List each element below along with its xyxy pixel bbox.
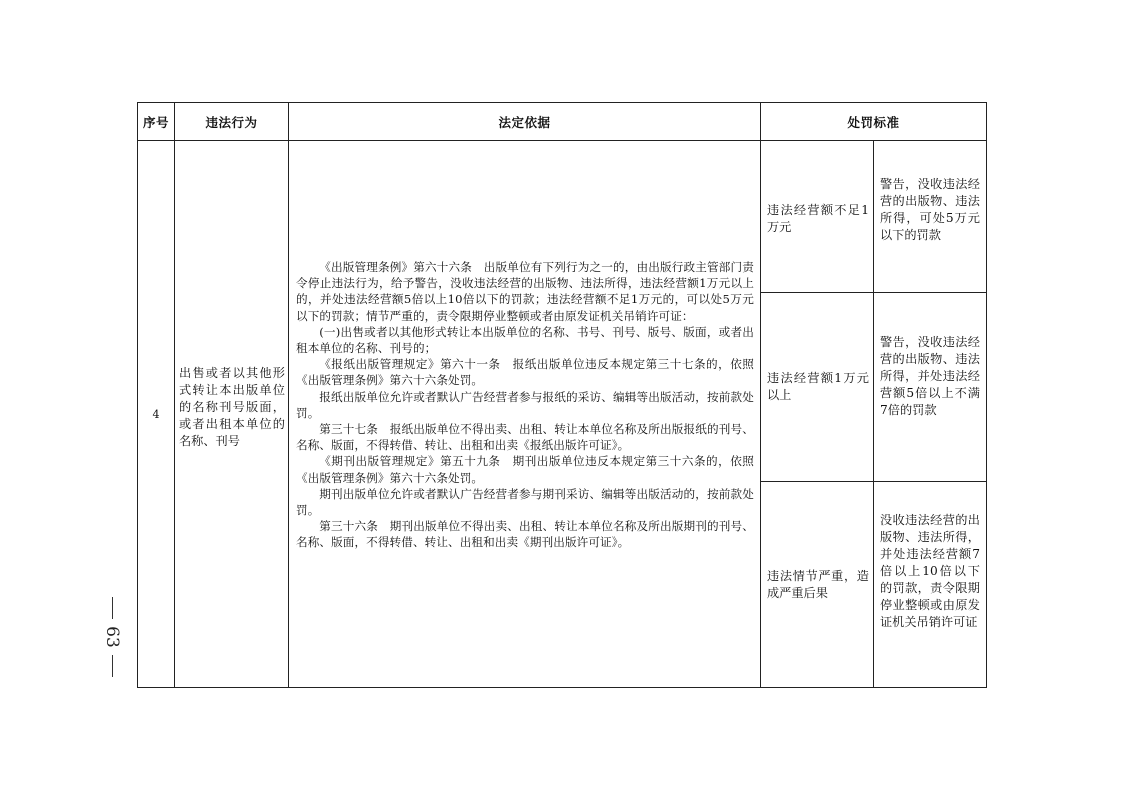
penalty-condition: 违法经营额不足1万元 [767, 203, 869, 234]
basis-paragraph: 第三十七条 报纸出版单位不得出卖、出租、转让本单位名称及所出版报纸的刊号、名称、版面，不得转借、转让、出租和出卖《报纸出版许可证》。 [296, 422, 754, 453]
header-divider [138, 140, 986, 141]
header-penalty: 处罚标准 [847, 114, 900, 130]
col-divider [288, 103, 289, 687]
header-no: 序号 [142, 114, 169, 130]
basis-paragraph: 《报纸出版管理规定》第六十一条 报纸出版单位违反本规定第三十七条的，依照《出版管理条例》第六十六条处罚。 [296, 357, 754, 388]
header-basis: 法定依据 [498, 114, 551, 130]
col-divider [174, 103, 175, 687]
penalty-condition: 违法情节严重，造成严重后果 [767, 569, 869, 600]
basis-paragraph: 报纸出版单位允许或者默认广告经营者参与报纸的采访、编辑等出版活动，按前款处罚。 [296, 389, 754, 420]
basis-paragraph: 期刊出版单位允许或者默认广告经营者参与期刊采访、编辑等出版活动的，按前款处罚。 [296, 486, 754, 518]
page-number [92, 592, 132, 682]
legal-basis [296, 259, 754, 551]
col-divider [873, 141, 874, 687]
row-divider [760, 292, 986, 293]
penalty-standard: 没收违法经营的出版物、违法所得，并处违法经营额7倍以上10倍以下的罚款，责令限期停业整顿或由原发证机关吊销许可证 [880, 513, 980, 629]
basis-paragraph: 《期刊出版管理规定》第五十九条 期刊出版单位违反本规定第三十六条的，依照《出版管理条例》第六十六条处罚。 [296, 454, 754, 485]
basis-paragraph: (一)出售或者以其他形式转让本出版单位的名称、书号、刊号、版号、版面，或者出租本单位的名称、刊号的； [296, 324, 754, 356]
header-act: 违法行为 [205, 114, 258, 130]
basis-paragraph: 第三十六条 期刊出版单位不得出卖、出租、转让本单位名称及所出版期刊的刊号、名称、版面，不得转借、转让、出租和出卖《期刊出版许可证》。 [296, 519, 754, 550]
penalty-standard: 警告，没收违法经营的出版物、违法所得，并处违法经营额5倍以上不满7倍的罚款 [880, 335, 980, 417]
col-divider [760, 103, 761, 687]
row-number: 4 [152, 407, 160, 421]
page-number-rule [112, 597, 113, 619]
penalty-standard: 警告，没收违法经营的出版物、违法所得，可处5万元以下的罚款 [880, 177, 980, 242]
penalty-table [137, 102, 987, 688]
penalty-condition: 违法经营额1万元以上 [767, 371, 869, 402]
row-divider [760, 481, 986, 482]
violation-act: 出售或者以其他形式转让本出版单位的名称刊号版面，或者出租本单位的名称、刊号 [179, 366, 285, 448]
basis-paragraph: 《出版管理条例》第六十六条 出版单位有下列行为之一的，由出版行政主管部门责令停止违法行为，给予警告，没收违法经营的出版物、违法所得，违法经营额1万元以上的，并处违法经营额5倍以上10倍以下的罚款；违法经营额不足1万元的，可以处5万元以下的罚款；情节严重的，责令限期停业整顿或者由原发证机关吊销许可证： [296, 260, 754, 323]
page-number-rule [112, 655, 113, 677]
page-number-text: 63 [101, 626, 122, 648]
